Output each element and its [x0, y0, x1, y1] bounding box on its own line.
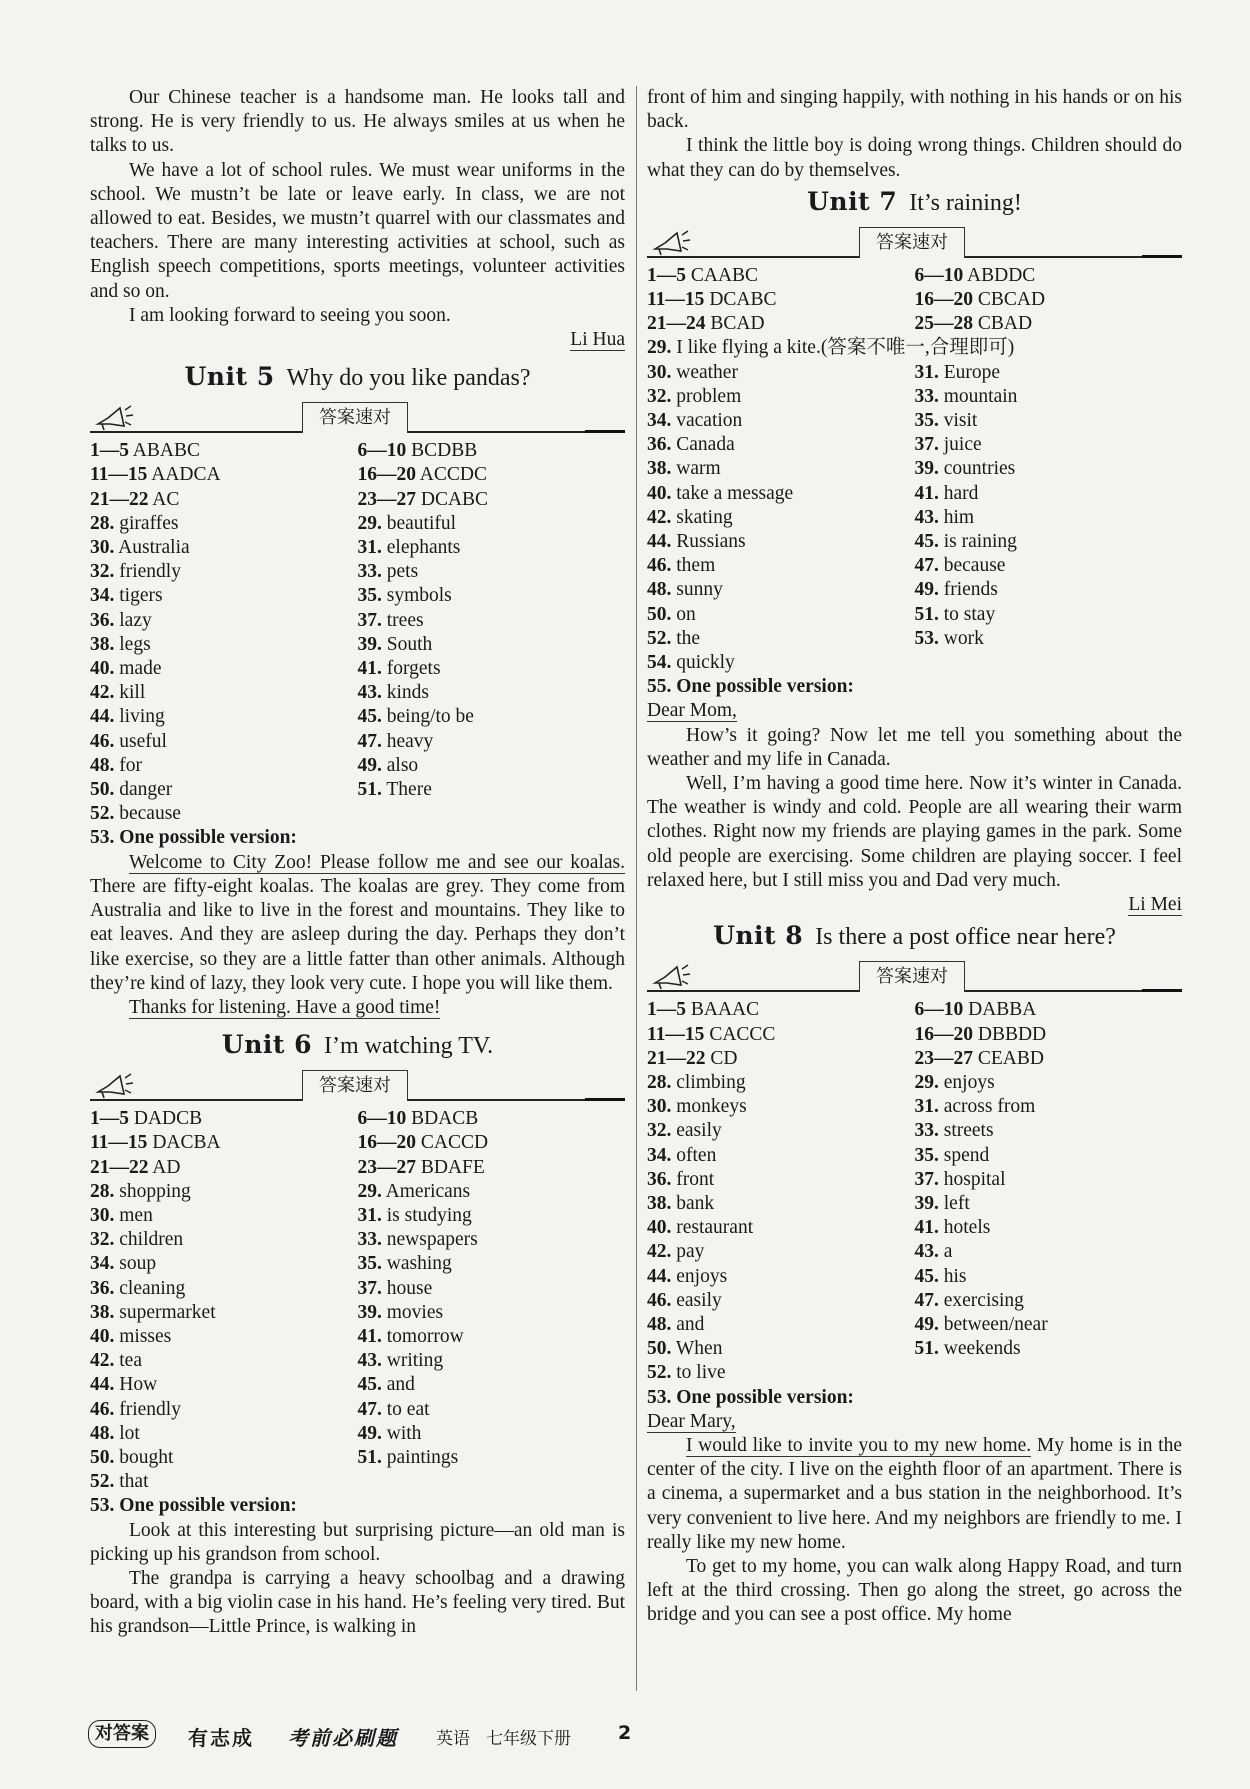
answer-item: 37. house — [357, 1277, 433, 1299]
answer-item: 34. tigers — [90, 585, 163, 607]
answer-item: 16—20 ACCDC — [357, 464, 487, 486]
answer-item: 28. shopping — [90, 1180, 191, 1202]
answer-item: 31. Europe — [914, 361, 1001, 383]
answer-item: 35. washing — [357, 1253, 452, 1275]
unit5-answer-banner — [90, 399, 625, 435]
unit5-answers — [90, 439, 625, 826]
answer-item: 44. Russians — [647, 531, 746, 553]
answer-item: 25—28 CBAD — [914, 313, 1033, 335]
answer-item: 48. for — [90, 754, 142, 776]
unit8-title: Unit 8 Is there a post office near here? — [713, 921, 1116, 951]
answer-item: 48. and — [647, 1313, 705, 1335]
answer-item: 43. him — [914, 506, 975, 528]
unit7-q29: 29. I like flying a kite.(答案不唯一,合理即可) — [647, 337, 1015, 359]
answer-item: 40. misses — [90, 1325, 172, 1347]
answer-item: 32. problem — [647, 385, 742, 407]
answer-item: 44. living — [90, 706, 165, 728]
page-number: 2 — [618, 1722, 632, 1744]
letter-paragraph: Our Chinese teacher is a handsome man. He looks tall and strong. He is very friendly to us. He always smiles at us when he talks to us. — [90, 87, 625, 157]
answer-item: 42. kill — [90, 682, 146, 704]
answer-item: 35. visit — [914, 410, 978, 432]
answer-item: 31. elephants — [357, 537, 461, 559]
unit7-essay: How’s it going? Now let me tell you something about the weather and my life in Canada. — [647, 724, 1182, 770]
answer-item: 41. tomorrow — [357, 1325, 464, 1347]
answer-item: 42. pay — [647, 1241, 705, 1263]
answer-item: 43. kinds — [357, 682, 430, 704]
essay-heading: 53. One possible version: — [647, 1386, 854, 1408]
answer-item: 50. danger — [90, 779, 173, 801]
answer-item: 45. is raining — [914, 531, 1017, 553]
column-divider — [636, 86, 637, 1691]
answer-item: 6—10 BDACB — [357, 1108, 479, 1130]
answer-item: 31. is studying — [357, 1204, 472, 1226]
left-column — [90, 86, 625, 1640]
answer-badge: 答案速对 — [302, 1070, 408, 1101]
brand-logo: 对答案 — [88, 1720, 156, 1748]
answer-item: 28. climbing — [647, 1071, 746, 1093]
answer-item: 51. weekends — [914, 1338, 1021, 1360]
answer-item: 50. on — [647, 603, 696, 625]
answer-item: 35. symbols — [357, 585, 452, 607]
answer-item: 49. friends — [914, 579, 998, 601]
answer-item: 30. weather — [647, 361, 738, 383]
answer-item: 1—5 CAABC — [647, 264, 759, 286]
answer-item: 51. paintings — [357, 1446, 459, 1468]
answer-item: 42. tea — [90, 1350, 142, 1372]
answer-item: 11—15 AADCA — [90, 464, 221, 486]
answer-item: 41. hard — [914, 482, 979, 504]
unit8-essay: To get to my home, you can walk along Happy Road, and turn left at the third crossing. Then go along the street, go across the bridge and you can see a post office. My home — [647, 1555, 1182, 1626]
answer-item: 6—10 BCDBB — [357, 440, 478, 462]
answer-item: 47. exercising — [914, 1289, 1024, 1311]
answer-item: 32. easily — [647, 1120, 722, 1142]
answer-item: 39. left — [914, 1192, 970, 1214]
essay-heading: 53. One possible version: — [90, 1495, 297, 1517]
answer-item: 54. quickly — [647, 652, 735, 674]
answer-item: 38. supermarket — [90, 1301, 216, 1323]
answer-item: 48. lot — [90, 1422, 140, 1444]
answer-item: 36. lazy — [90, 609, 152, 631]
answer-item: 6—10 ABDDC — [914, 264, 1036, 286]
answer-item: 23—27 DCABC — [357, 488, 489, 510]
answer-item: 46. easily — [647, 1289, 722, 1311]
answer-item: 23—27 CEABD — [914, 1047, 1044, 1069]
answer-item: 51. There — [357, 779, 432, 801]
answer-item: 30. monkeys — [647, 1096, 747, 1118]
unit7-signature: Li Mei — [1128, 894, 1182, 916]
right-column — [647, 86, 1182, 1628]
unit7-answer-banner — [647, 224, 1182, 260]
answer-item: 16—20 CACCD — [357, 1132, 489, 1154]
answer-item: 52. because — [90, 803, 181, 825]
answer-item: 36. cleaning — [90, 1277, 186, 1299]
answer-item: 38. bank — [647, 1192, 715, 1214]
unit7-answers — [647, 264, 1182, 337]
answer-item: 46. useful — [90, 730, 167, 752]
answer-item: 47. to eat — [357, 1398, 430, 1420]
answer-item: 11—15 DACBA — [90, 1132, 221, 1154]
megaphone-icon — [94, 1070, 134, 1100]
answer-item: 43. a — [914, 1241, 953, 1263]
answer-item: 37. juice — [914, 434, 982, 456]
answer-item: 44. How — [90, 1374, 158, 1396]
unit7-essay: Well, I’m having a good time here. Now it’s winter in Canada. The weather is windy and cold. People are all wearing their warm clothes. Right now my friends are playing games in the park. Some old people are exercising. Some children are playing soccer. I feel relaxed here, but I still miss you and Dad very much. — [647, 773, 1182, 891]
answer-item: 33. pets — [357, 561, 419, 583]
answer-item: 33. streets — [914, 1120, 994, 1142]
answer-item: 52. that — [90, 1471, 149, 1493]
answer-item: 52. to live — [647, 1362, 726, 1384]
unit5-title: Unit 5 Why do you like pandas? — [184, 362, 531, 392]
answer-item: 1—5 ABABC — [90, 440, 200, 462]
answer-item: 46. friendly — [90, 1398, 181, 1420]
unit8-answers — [647, 998, 1182, 1385]
answer-item: 50. When — [647, 1338, 723, 1360]
answer-item: 47. heavy — [357, 730, 434, 752]
answer-item: 37. trees — [357, 609, 424, 631]
series-name: 考前必刷题 — [288, 1726, 398, 1750]
answer-item: 21—22 AC — [90, 488, 180, 510]
answer-item: 53. work — [914, 627, 984, 649]
answer-item: 40. restaurant — [647, 1217, 754, 1239]
page-footer — [88, 1720, 1198, 1750]
answer-item: 23—27 BDAFE — [357, 1156, 485, 1178]
unit6-title: Unit 6 I’m watching TV. — [221, 1030, 494, 1060]
essay-heading: 53. One possible version: — [90, 827, 297, 849]
answer-item: 40. take a message — [647, 482, 794, 504]
megaphone-icon — [651, 961, 691, 991]
answer-item: 49. also — [357, 754, 419, 776]
answer-item: 45. his — [914, 1265, 967, 1287]
answer-item: 32. children — [90, 1229, 184, 1251]
answer-item: 45. being/to be — [357, 706, 474, 728]
answer-item: 44. enjoys — [647, 1265, 728, 1287]
answer-item: 29. beautiful — [357, 512, 457, 534]
answer-item: 46. them — [647, 555, 716, 577]
answer-item: 38. legs — [90, 633, 151, 655]
answer-item: 36. Canada — [647, 434, 735, 456]
answer-item: 41. forgets — [357, 658, 441, 680]
answer-item: 39. South — [357, 633, 433, 655]
answer-item: 21—24 BCAD — [647, 313, 765, 335]
letter-paragraph: I am looking forward to seeing you soon. — [129, 304, 451, 326]
answer-item: 49. with — [357, 1422, 422, 1444]
unit8-answer-banner — [647, 958, 1182, 994]
unit6-essay: The grandpa is carrying a heavy schoolbag and a drawing board, with a big violin case in his hand. He’s feeling very tired. But his grandson—Little Prince, is walking in — [90, 1567, 625, 1638]
answer-item: 33. newspapers — [357, 1229, 478, 1251]
grade-label: 七年级下册 — [486, 1729, 571, 1749]
answer-item: 33. mountain — [914, 385, 1018, 407]
essay-salutation: Dear Mary, — [647, 1410, 736, 1432]
answer-item: 42. skating — [647, 506, 733, 528]
answer-item: 29. Americans — [357, 1180, 471, 1202]
unit7-answers-2 — [647, 361, 1182, 676]
answer-item: 41. hotels — [914, 1217, 991, 1239]
answer-item: 32. friendly — [90, 561, 181, 583]
answer-item: 34. vacation — [647, 410, 743, 432]
answer-item: 31. across from — [914, 1096, 1036, 1118]
letter-signature: Li Hua — [570, 329, 625, 351]
answer-item: 38. warm — [647, 458, 721, 480]
answer-item: 36. front — [647, 1168, 715, 1190]
unit6-essay: Look at this interesting but surprising picture—an old man is picking up his grandson from school. — [90, 1519, 625, 1565]
answer-badge: 答案速对 — [859, 961, 965, 992]
answer-item: 11—15 CACCC — [647, 1023, 776, 1045]
essay-heading: 55. One possible version: — [647, 676, 854, 698]
unit6-essay-continued: I think the little boy is doing wrong things. Children should do what they can do by themselves. — [647, 135, 1182, 181]
answer-item: 45. and — [357, 1374, 415, 1396]
answer-item: 43. writing — [357, 1350, 444, 1372]
answer-item: 1—5 BAAAC — [647, 999, 760, 1021]
answer-item: 16—20 CBCAD — [914, 289, 1046, 311]
unit5-essay: Welcome to City Zoo! Please follow me and see our koalas. There are fifty-eight koalas. The koalas are grey. They come from Australia and like to live in the forest and mountains. They like to eat leaves. And they are asleep during the day. Perhaps they don’t like exercise, so they are a little fatter than other animals. Although they’re kind of lazy, they look very cute. I hope you will like them. — [90, 851, 625, 994]
answer-item: 39. movies — [357, 1301, 444, 1323]
answer-item: 29. enjoys — [914, 1071, 995, 1093]
answer-item: 16—20 DBBDD — [914, 1023, 1047, 1045]
answer-item: 6—10 DABBA — [914, 999, 1037, 1021]
answer-item: 34. often — [647, 1144, 717, 1166]
answer-item: 47. because — [914, 555, 1006, 577]
brand-name: 有志成 — [188, 1726, 254, 1750]
subject-label: 英语 — [436, 1729, 470, 1749]
unit5-essay-closing: Thanks for listening. Have a good time! — [129, 996, 441, 1018]
unit6-answer-banner — [90, 1067, 625, 1103]
megaphone-icon — [651, 227, 691, 257]
answer-item: 34. soup — [90, 1253, 157, 1275]
answer-item: 37. hospital — [914, 1168, 1006, 1190]
unit8-essay: I would like to invite you to my new home. My home is in the center of the city. I live on the eighth floor of an apartment. There is a cinema, a supermarket and a bus station in the neighborhood. It’s very convenient to live here. And my neighbors are friendly to me. I really like my new home. — [647, 1434, 1182, 1553]
answer-item: 51. to stay — [914, 603, 996, 625]
unit6-answers — [90, 1107, 625, 1494]
answer-item: 28. giraffes — [90, 512, 179, 534]
letter-paragraph: We have a lot of school rules. We must wear uniforms in the school. We mustn’t be late or leave early. In class, we are not allowed to eat. Besides, we mustn’t quarrel with our classmates and teachers. There are many interesting activities at school, such as English speech competitions, sports meetings, volunteer activities and so on. — [90, 159, 625, 302]
answer-item: 30. men — [90, 1204, 153, 1226]
answer-badge: 答案速对 — [859, 227, 965, 258]
answer-item: 48. sunny — [647, 579, 723, 601]
answer-item: 39. countries — [914, 458, 1016, 480]
unit6-essay-continued: front of him and singing happily, with nothing in his hands or on his back. — [647, 87, 1182, 133]
answer-item: 1—5 DADCB — [90, 1108, 203, 1130]
answer-item: 40. made — [90, 658, 162, 680]
essay-salutation: Dear Mom, — [647, 700, 737, 722]
answer-item: 11—15 DCABC — [647, 289, 777, 311]
answer-item: 50. bought — [90, 1446, 174, 1468]
answer-item: 49. between/near — [914, 1313, 1048, 1335]
answer-item: 21—22 CD — [647, 1047, 738, 1069]
answer-item: 35. spend — [914, 1144, 990, 1166]
unit7-title: Unit 7 It’s raining! — [807, 186, 1022, 216]
answer-item: 52. the — [647, 627, 701, 649]
megaphone-icon — [94, 402, 134, 432]
answer-item: 21—22 AD — [90, 1156, 181, 1178]
answer-badge: 答案速对 — [302, 402, 408, 433]
answer-item: 30. Australia — [90, 537, 190, 559]
